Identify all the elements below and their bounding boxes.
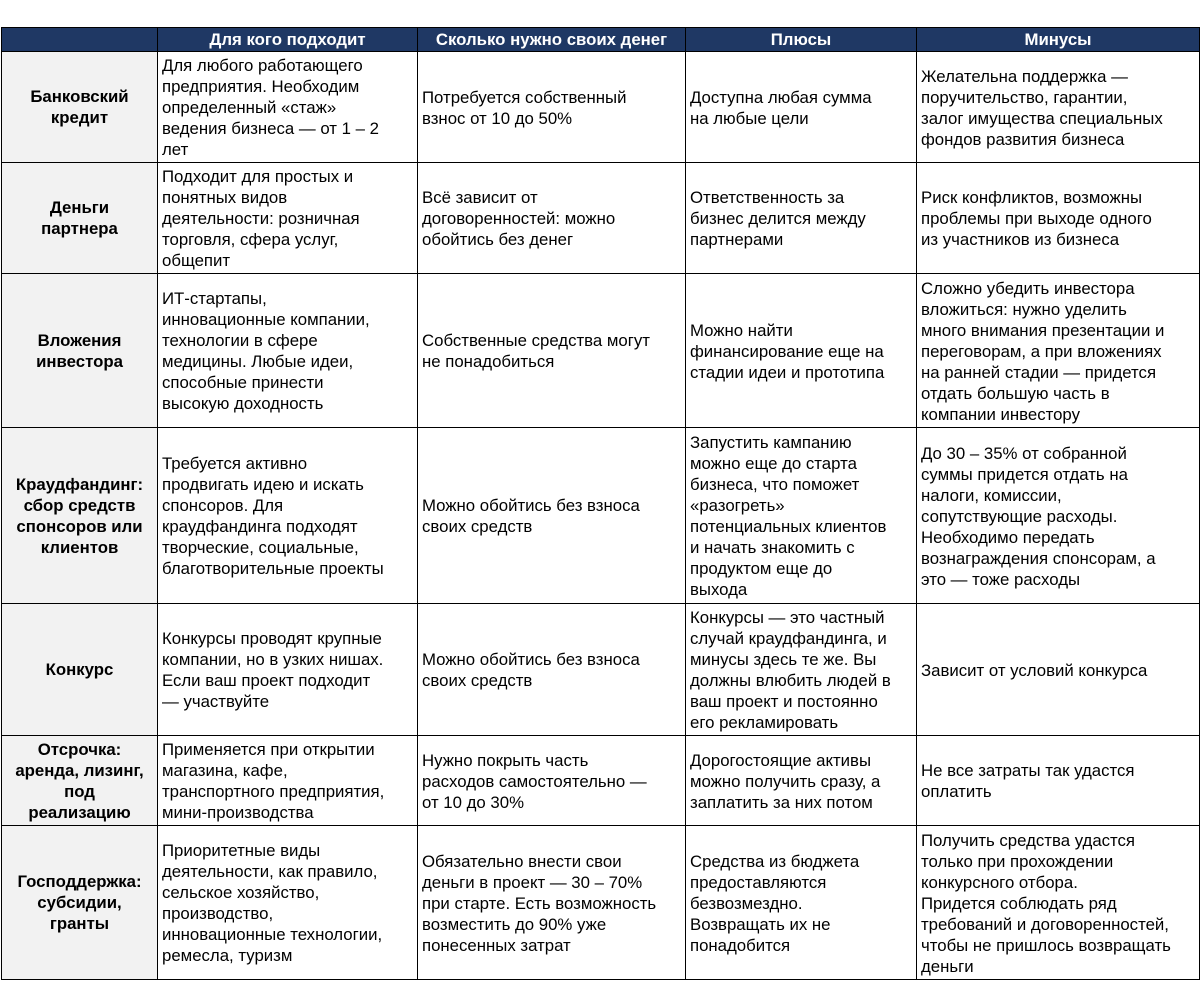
- cell-cons: Желательна поддержка — поручительство, гарантии, залог имущества специальных фондов развития бизнеса: [917, 52, 1200, 163]
- cell-pros: Средства из бюджета предоставляются безвозмездно. Возвращать их не понадобится: [686, 826, 917, 980]
- financing-comparison-table: [1, 27, 1200, 980]
- cell-for-whom: Приоритетные виды деятельности, как правило, сельское хозяйство, производство, инновационные технологии, ремесла, туризм: [158, 826, 418, 980]
- cell-for-whom: Требуется активно продвигать идею и искать спонсоров. Для краудфандинга подходят творческие, социальные, благотворительные проекты: [158, 428, 418, 604]
- cell-own-money: Нужно покрыть часть расходов самостоятельно — от 10 до 30%: [418, 736, 686, 826]
- header-pros: Плюсы: [686, 28, 917, 52]
- cell-for-whom: Для любого работающего предприятия. Необходим определенный «стаж» ведения бизнеса — от 1 – 2 лет: [158, 52, 418, 163]
- header-for-whom: Для кого подходит: [158, 28, 418, 52]
- cell-for-whom: Подходит для простых и понятных видов деятельности: розничная торговля, сфера услуг, общепит: [158, 163, 418, 274]
- cell-for-whom: Применяется при открытии магазина, кафе, транспортного предприятия, мини-производства: [158, 736, 418, 826]
- cell-cons: Зависит от условий конкурса: [917, 604, 1200, 736]
- cell-own-money: Можно обойтись без взноса своих средств: [418, 428, 686, 604]
- table-row: [2, 428, 1200, 604]
- cell-pros: Ответственность за бизнес делится между партнерами: [686, 163, 917, 274]
- row-label: Конкурс: [2, 604, 158, 736]
- table-row: [2, 274, 1200, 428]
- table-header-row: [2, 28, 1200, 52]
- cell-own-money: Потребуется собственный взнос от 10 до 50%: [418, 52, 686, 163]
- cell-pros: Дорогостоящие активы можно получить сразу, а заплатить за них потом: [686, 736, 917, 826]
- table-row: [2, 826, 1200, 980]
- cell-pros: Конкурсы — это частный случай краудфандинга, и минусы здесь те же. Вы должны влюбить людей в ваш проект и постоянно его рекламировать: [686, 604, 917, 736]
- header-own-money: Сколько нужно своих денег: [418, 28, 686, 52]
- cell-cons: Получить средства удастся только при прохождении конкурсного отбора. Придется соблюдать ряд требований и договоренностей, чтобы не пришлось возвращать деньги: [917, 826, 1200, 980]
- cell-pros: Можно найти финансирование еще на стадии идеи и прототипа: [686, 274, 917, 428]
- header-cons: Минусы: [917, 28, 1200, 52]
- row-label: Вложения инвестора: [2, 274, 158, 428]
- cell-own-money: Всё зависит от договоренностей: можно обойтись без денег: [418, 163, 686, 274]
- table-row: [2, 736, 1200, 826]
- cell-pros: Доступна любая сумма на любые цели: [686, 52, 917, 163]
- cell-cons: Не все затраты так удастся оплатить: [917, 736, 1200, 826]
- cell-for-whom: Конкурсы проводят крупные компании, но в узких нишах. Если ваш проект подходит — участвуйте: [158, 604, 418, 736]
- cell-cons: Сложно убедить инвестора вложиться: нужно уделить много внимания презентации и переговорам, а при вложениях на ранней стадии — придется отдать большую часть в компании инвестору: [917, 274, 1200, 428]
- cell-own-money: Можно обойтись без взноса своих средств: [418, 604, 686, 736]
- table-row: [2, 52, 1200, 163]
- row-label: Господдержка: субсидии, гранты: [2, 826, 158, 980]
- row-label: Банковский кредит: [2, 52, 158, 163]
- header-corner: [2, 28, 158, 52]
- cell-pros: Запустить кампанию можно еще до старта бизнеса, что поможет «разогреть» потенциальных клиентов и начать знакомить с продуктом еще до выхода: [686, 428, 917, 604]
- cell-for-whom: ИТ-стартапы, инновационные компании, технологии в сфере медицины. Любые идеи, способные принести высокую доходность: [158, 274, 418, 428]
- row-label: Деньги партнера: [2, 163, 158, 274]
- row-label: Краудфандинг: сбор средств спонсоров или клиентов: [2, 428, 158, 604]
- row-label: Отсрочка: аренда, лизинг, под реализацию: [2, 736, 158, 826]
- cell-own-money: Собственные средства могут не понадобиться: [418, 274, 686, 428]
- table-row: [2, 163, 1200, 274]
- cell-cons: До 30 – 35% от собранной суммы придется отдать на налоги, комиссии, сопутствующие расходы. Необходимо передать вознаграждения спонсорам, а это — тоже расходы: [917, 428, 1200, 604]
- table-row: [2, 604, 1200, 736]
- cell-cons: Риск конфликтов, возможны проблемы при выходе одного из участников из бизнеса: [917, 163, 1200, 274]
- cell-own-money: Обязательно внести свои деньги в проект — 30 – 70% при старте. Есть возможность возместить до 90% уже понесенных затрат: [418, 826, 686, 980]
